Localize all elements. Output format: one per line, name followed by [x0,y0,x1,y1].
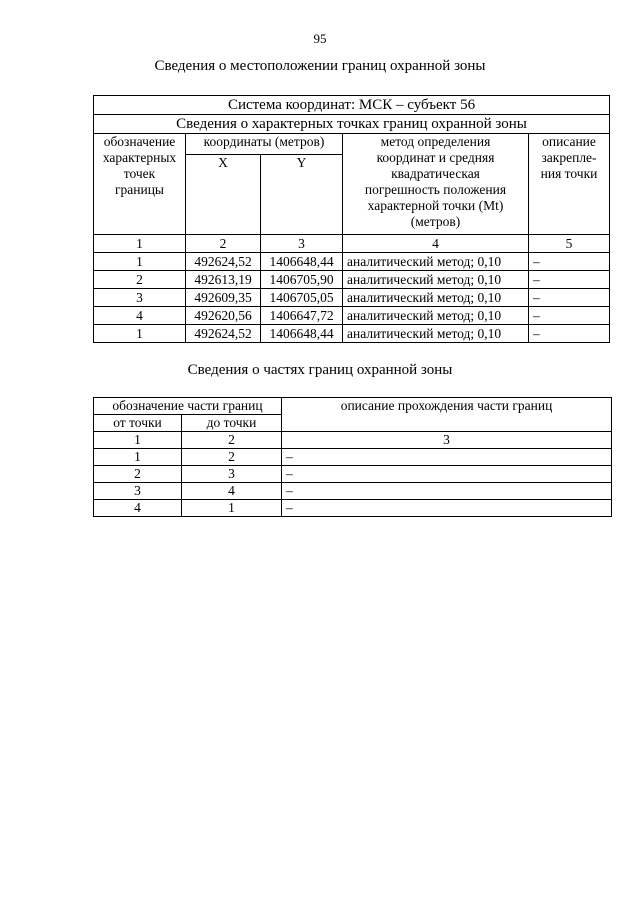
table-row: 4 492620,56 1406647,72 аналитический метод; 0,10 – [94,307,610,325]
coords-header: координаты (метров) [186,134,343,155]
method-header: метод определения координат и средняя квадратическая погрешность положения характерной точки (Mt) (метров) [343,134,529,235]
table-row: 2 492613,19 1406705,90 аналитический метод; 0,10 – [94,271,610,289]
column-numbers-row: 1 2 3 [94,432,612,449]
table-row: 1 492624,52 1406648,44 аналитический метод; 0,10 – [94,253,610,271]
table-row: 3 4 – [94,483,612,500]
coordinate-system-row: Система координат: МСК – субъект 56 [94,96,610,115]
page-number: 95 [313,31,327,46]
part-header: обозначение части границ [94,398,282,415]
parts-table [93,397,612,517]
to-point-header: до точки [182,415,282,432]
from-point-header: от точки [94,415,182,432]
point-header: обозначение характерных точек границы [94,134,186,235]
table-row: 1 492624,52 1406648,44 аналитический метод; 0,10 – [94,325,610,343]
table-row: 3 492609,35 1406705,05 аналитический метод; 0,10 – [94,289,610,307]
points-table [93,95,610,343]
desc-header: описание закрепле- ния точки [529,134,610,235]
section1-title: Сведения о местоположении границ охранной зоны [154,58,486,74]
table-row: 4 1 – [94,500,612,517]
points-info-row: Сведения о характерных точках границ охранной зоны [94,115,610,134]
table-row: 1 2 – [94,449,612,466]
section2-title: Сведения о частях границ охранной зоны [187,362,453,378]
column-numbers-row: 1 2 3 4 5 [94,235,610,253]
y-header: Y [261,155,343,235]
x-header: X [186,155,261,235]
table-row: 2 3 – [94,466,612,483]
part-desc-header: описание прохождения части границ [282,398,612,432]
